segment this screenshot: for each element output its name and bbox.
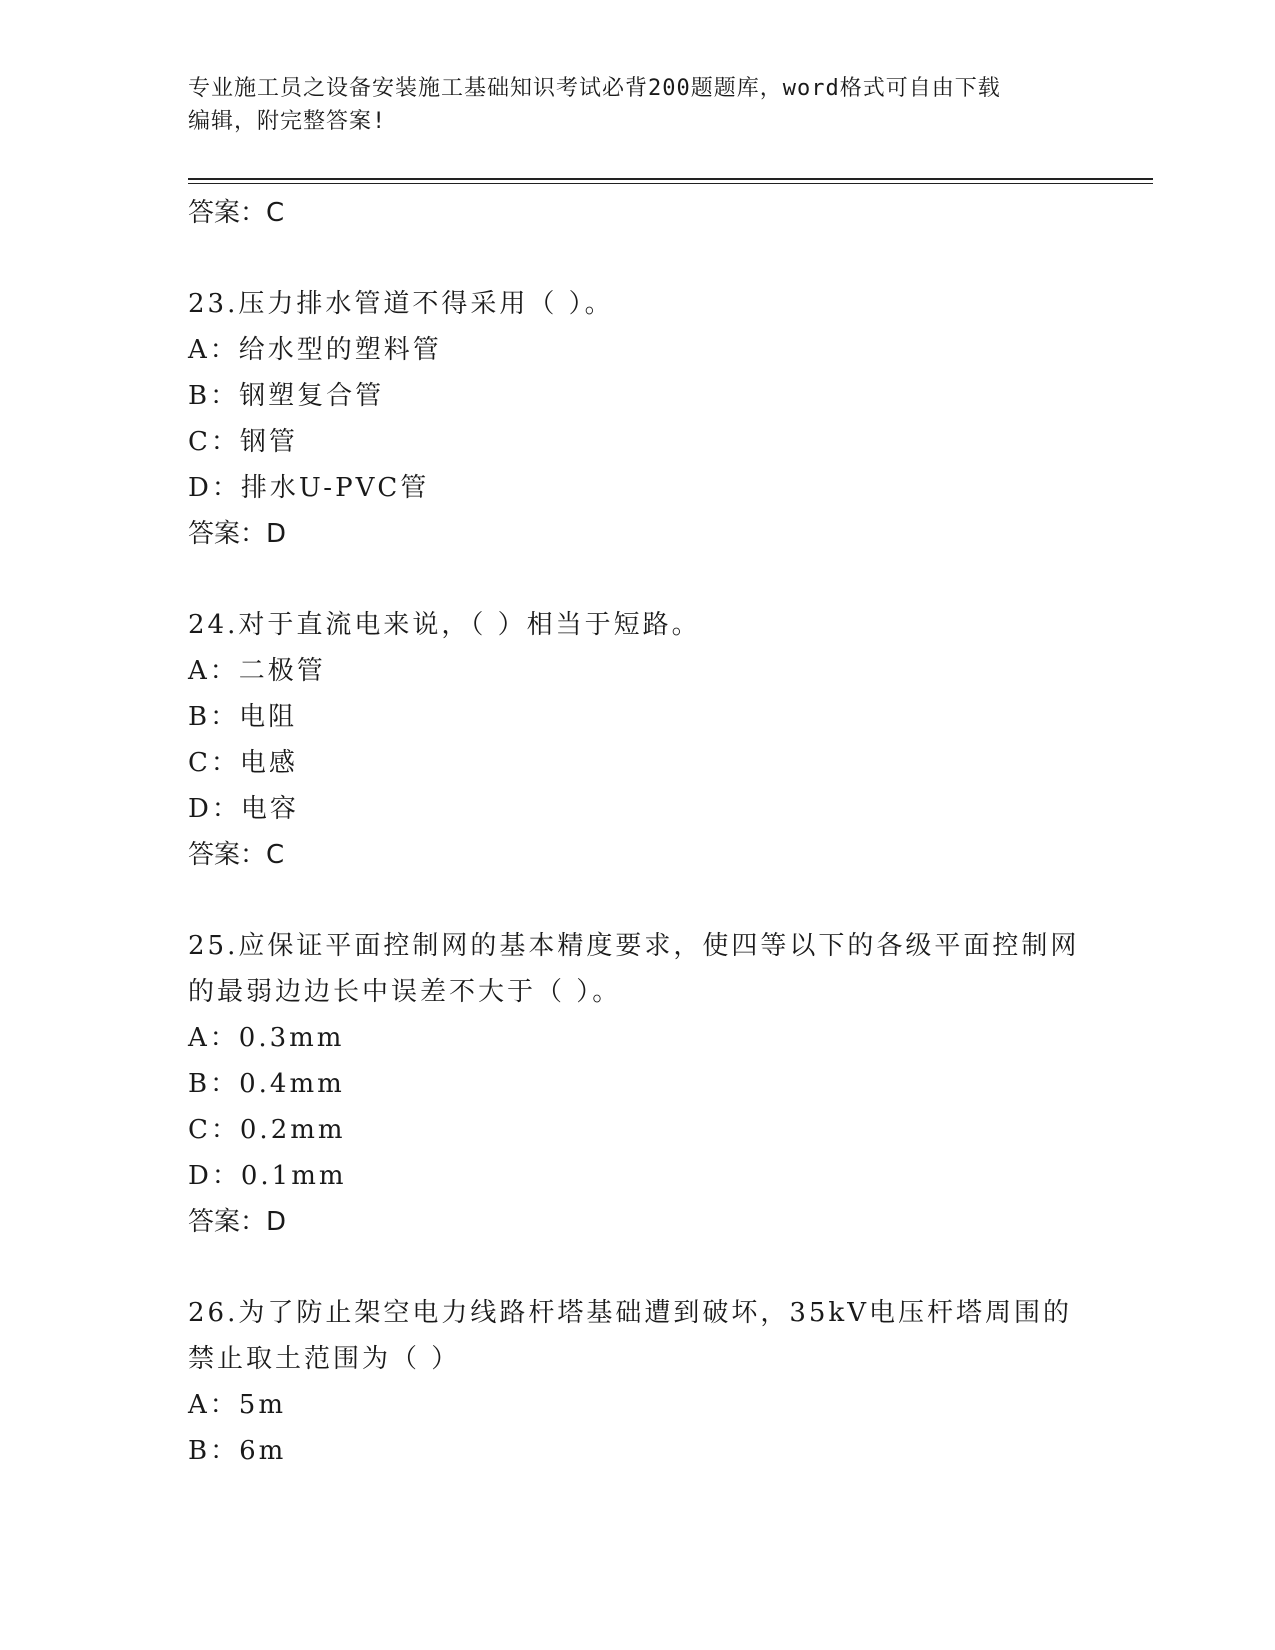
- header-line-1: 专业施工员之设备安装施工基础知识考试必背200题题库，word格式可自由下载: [188, 76, 1001, 101]
- header-line-2: 编辑，附完整答案!: [188, 109, 387, 134]
- answer-line: 答案：C: [188, 840, 285, 870]
- question-26: [188, 1290, 1088, 1474]
- option-a: A：5m: [188, 1390, 286, 1420]
- option-c: C：钢管: [188, 427, 298, 457]
- option-b: B：电阻: [188, 702, 298, 732]
- option-c: C：电感: [188, 748, 298, 778]
- option-a: A：给水型的塑料管: [188, 335, 442, 365]
- question-23: [188, 281, 1088, 557]
- option-b: B：0.4mm: [188, 1069, 345, 1099]
- header-divider-thick: [188, 178, 1153, 180]
- question-text: 25.应保证平面控制网的基本精度要求，使四等以下的各级平面控制网的最弱边边长中误差不大于（ ）。: [188, 931, 1080, 1007]
- answer-line: 答案：C: [188, 198, 285, 228]
- option-b: B：钢塑复合管: [188, 381, 385, 411]
- question-list: [188, 190, 1088, 1474]
- option-d: D：0.1mm: [188, 1161, 347, 1191]
- question-text: 23.压力排水管道不得采用（ ）。: [188, 289, 614, 319]
- option-d: D：排水U-PVC管: [188, 473, 430, 503]
- option-c: C：0.2mm: [188, 1115, 346, 1145]
- question-text: 26.为了防止架空电力线路杆塔基础遭到破坏，35kV电压杆塔周围的禁止取土范围为（ ）: [188, 1298, 1072, 1374]
- answer-line: 答案：D: [188, 519, 287, 549]
- question-25: [188, 923, 1088, 1245]
- question-text: 24.对于直流电来说，（ ）相当于短路。: [188, 610, 701, 640]
- question-24: [188, 602, 1088, 878]
- option-b: B：6m: [188, 1436, 287, 1466]
- option-a: A：0.3mm: [188, 1023, 345, 1053]
- option-d: D：电容: [188, 794, 299, 824]
- header-divider-thin: [188, 183, 1153, 184]
- option-a: A：二极管: [188, 656, 326, 686]
- answer-line: 答案：D: [188, 1207, 287, 1237]
- document-header: [188, 72, 1088, 138]
